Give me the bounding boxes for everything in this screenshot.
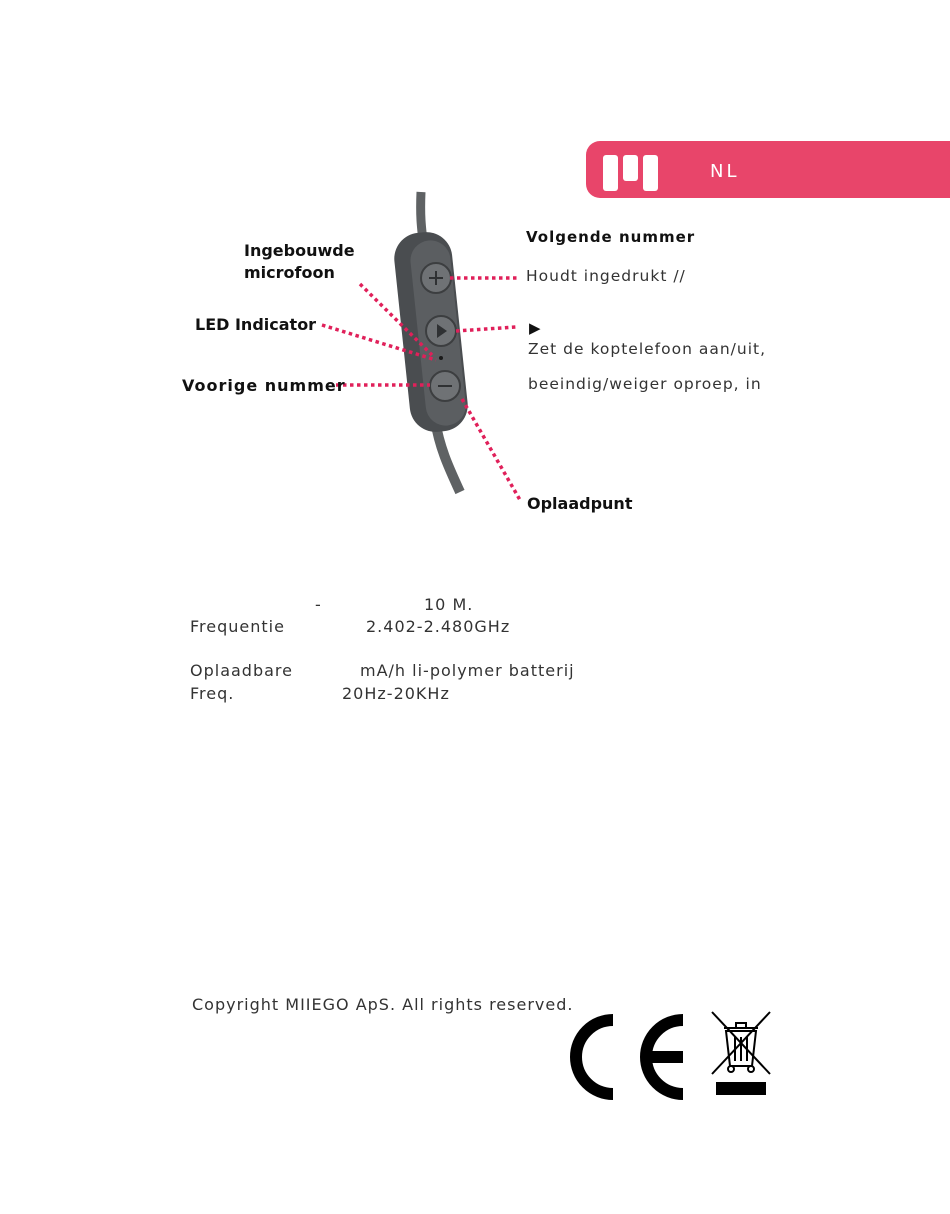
led-dot-icon	[439, 356, 443, 360]
frequency-value: 2.402-2.480GHz	[366, 617, 511, 636]
charge-leader-line	[462, 399, 520, 500]
copyright-text: Copyright MIIEGO ApS. All rights reserved.	[192, 995, 574, 1014]
next-track-desc: Houdt ingedrukt //	[526, 267, 686, 285]
freq-response-label: Freq.	[190, 684, 235, 703]
play-leader-line	[456, 327, 516, 331]
remote-diagram	[0, 0, 950, 560]
play-desc-line2: beeindig/weiger oproep, in	[528, 375, 762, 393]
previous-track-label: Voorige nummer	[182, 376, 346, 395]
next-track-title: Volgende nummer	[526, 228, 696, 246]
play-desc-line1: Zet de koptelefoon aan/uit,	[528, 340, 767, 358]
range-value: 10 M.	[424, 595, 474, 614]
language-label: NL	[710, 161, 740, 182]
microphone-label-line1: Ingebouwde	[244, 241, 355, 260]
play-symbol-icon: ▶	[529, 319, 542, 337]
led-indicator-label: LED Indicator	[195, 315, 317, 334]
battery-value: mA/h li-polymer batterij	[360, 661, 575, 680]
weee-bin-icon	[710, 1010, 772, 1096]
frequency-label: Frequentie	[190, 617, 285, 636]
ce-mark-icon	[570, 1014, 690, 1100]
range-dash: -	[315, 595, 322, 614]
battery-label: Oplaadbare	[190, 661, 293, 680]
freq-response-value: 20Hz-20KHz	[342, 684, 450, 703]
charging-port-label: Oplaadpunt	[527, 494, 633, 513]
microphone-label-line2: microfoon	[244, 263, 335, 282]
